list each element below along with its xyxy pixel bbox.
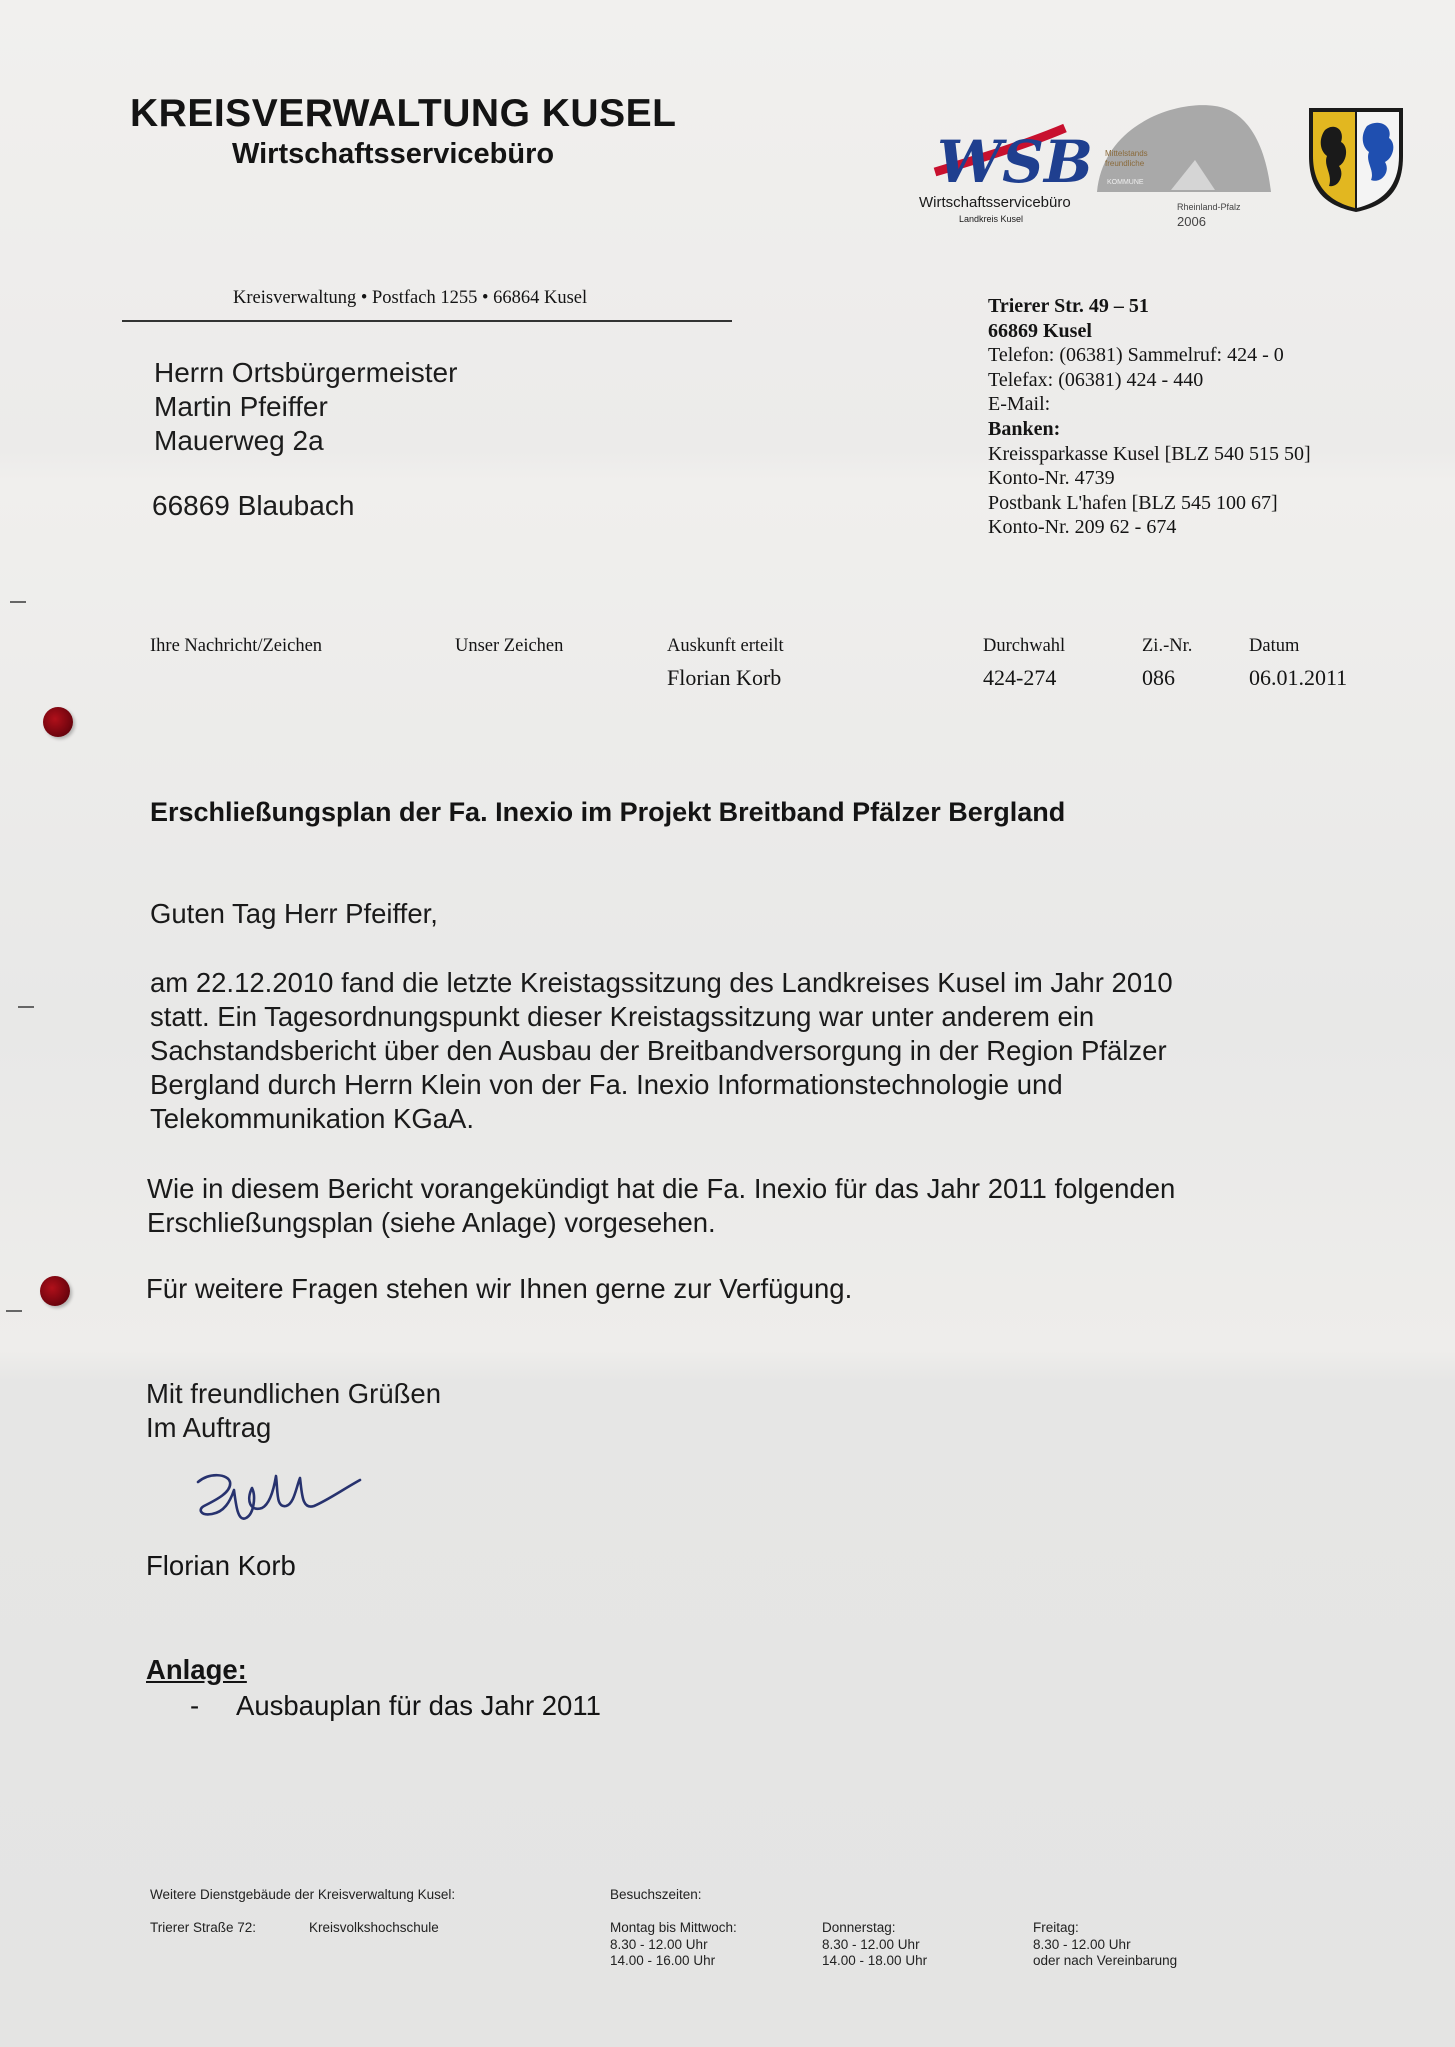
paragraph-2-line-2: Erschließungsplan (siehe Anlage) vorgesehen.	[147, 1207, 716, 1238]
punch-hole-top	[43, 707, 73, 737]
ref-zi-label: Zi.-Nr.	[1142, 636, 1193, 656]
salutation: Guten Tag Herr Pfeiffer,	[150, 898, 438, 929]
footer-mon-wed	[610, 1920, 737, 1970]
header-logos	[915, 100, 1415, 240]
ref-ihre-label: Ihre Nachricht/Zeichen	[150, 636, 323, 656]
contact-street: Trierer Str. 49 – 51	[988, 295, 1149, 317]
award-region: Rheinland-Pfalz	[1177, 202, 1241, 212]
footer-fri-2: oder nach Vereinbarung	[1033, 1953, 1178, 1968]
return-address: Kreisverwaltung • Postfach 1255 • 66864 Kusel	[233, 288, 588, 308]
paragraph-1-line-2: statt. Ein Tagesordnungspunkt dieser Kreistagssitzung war unter anderem ein	[150, 1001, 1095, 1032]
footer-mon-2: 14.00 - 16.00 Uhr	[610, 1953, 716, 1968]
footer-fri-1: 8.30 - 12.00 Uhr	[1033, 1936, 1131, 1952]
attachment-item: Ausbauplan für das Jahr 2011	[236, 1690, 601, 1721]
bank-2: Postbank L'hafen [BLZ 545 100 67]	[988, 491, 1278, 514]
department-subtitle: Wirtschaftsservicebüro	[232, 138, 555, 170]
letter-subject: Erschließungsplan der Fa. Inexio im Projekt Breitband Pfälzer Bergland	[150, 797, 1066, 827]
fold-mark-middle	[18, 1006, 34, 1008]
recipient-city: 66869 Blaubach	[152, 490, 355, 521]
bank-2-account: Konto-Nr. 209 62 - 674	[988, 516, 1177, 539]
award-logo	[1097, 105, 1271, 229]
organization-title: KREISVERWALTUNG KUSEL	[130, 92, 677, 135]
ref-durchwahl-label: Durchwahl	[983, 636, 1066, 656]
ref-auskunft-value: Florian Korb	[667, 665, 782, 690]
wsb-subcaption: Landkreis Kusel	[959, 214, 1024, 224]
footer-mon-label: Montag bis Mittwoch:	[610, 1920, 737, 1935]
closing-im-auftrag: Im Auftrag	[146, 1412, 272, 1443]
attachment-dash: -	[190, 1690, 200, 1721]
footer-fri-label: Freitag:	[1033, 1920, 1079, 1935]
wsb-caption: Wirtschaftsservicebüro	[919, 194, 1071, 211]
closing-greeting: Mit freundlichen Grüßen	[146, 1378, 441, 1409]
bank-1-account: Konto-Nr. 4739	[988, 467, 1115, 490]
ref-zi-value: 086	[1142, 665, 1175, 690]
paragraph-1-line-1: am 22.12.2010 fand die letzte Kreistagssitzung des Landkreises Kusel im Jahr 2010	[150, 967, 1173, 998]
bank-1: Kreissparkasse Kusel [BLZ 540 515 50]	[988, 442, 1311, 465]
ref-datum-label: Datum	[1249, 636, 1300, 656]
attachment-label: Anlage:	[146, 1654, 247, 1685]
paragraph-1-line-3: Sachstandsbericht über den Ausbau der Breitbandversorgung in der Region Pfälzer	[150, 1035, 1167, 1066]
fold-mark-bottom	[6, 1310, 22, 1312]
ref-auskunft-label: Auskunft erteilt	[667, 636, 784, 656]
contact-email: E-Mail:	[988, 393, 1051, 416]
paragraph-2	[147, 1172, 1347, 1240]
ref-durchwahl-value: 424-274	[983, 665, 1057, 690]
address-divider	[122, 320, 732, 322]
award-year: 2006	[1177, 214, 1206, 229]
contact-block	[988, 294, 1311, 540]
paragraph-1-line-4: Bergland durch Herrn Klein von der Fa. Inexio Informationstechnologie und	[150, 1069, 1063, 1100]
recipient-address	[154, 356, 457, 458]
award-text-3: KOMMUNE	[1107, 179, 1144, 186]
footer-thu-label: Donnerstag:	[822, 1920, 896, 1935]
paragraph-1	[150, 966, 1350, 1136]
contact-city: 66869 Kusel	[988, 319, 1092, 342]
ref-unser-label: Unser Zeichen	[455, 636, 564, 656]
recipient-line-2: Martin Pfeiffer	[154, 391, 328, 422]
footer-thursday	[822, 1920, 927, 1970]
recipient-line-3: Mauerweg 2a	[154, 425, 324, 456]
footer-mon-1: 8.30 - 12.00 Uhr	[610, 1936, 708, 1952]
footer-hours-label: Besuchszeiten:	[610, 1887, 702, 1902]
wsb-mark: WSB	[937, 128, 1094, 196]
punch-hole-bottom	[40, 1276, 70, 1306]
award-text-2: freundliche	[1105, 159, 1145, 168]
coat-of-arms-icon	[1309, 108, 1403, 212]
footer-thu-2: 14.00 - 18.00 Uhr	[822, 1953, 928, 1968]
footer-friday	[1033, 1920, 1177, 1970]
contact-telefon: Telefon: (06381) Sammelruf: 424 - 0	[988, 344, 1284, 367]
contact-telefax: Telefax: (06381) 424 - 440	[988, 368, 1204, 391]
paragraph-2-line-1: Wie in diesem Bericht vorangekündigt hat die Fa. Inexio für das Jahr 2011 folgenden	[147, 1173, 1176, 1204]
wsb-logo	[919, 128, 1093, 224]
recipient-line-1: Herrn Ortsbürgermeister	[154, 357, 458, 388]
footer-buildings-label: Weitere Dienstgebäude der Kreisverwaltung Kusel:	[150, 1887, 456, 1902]
handwritten-signature	[190, 1466, 365, 1538]
footer-thu-1: 8.30 - 12.00 Uhr	[822, 1936, 920, 1952]
footer-building: Kreisvolkshochschule	[309, 1920, 439, 1935]
banks-label: Banken:	[988, 417, 1061, 440]
award-text-1: Mittelstands	[1105, 149, 1148, 158]
fold-mark-top	[10, 601, 26, 603]
signer-name: Florian Korb	[146, 1550, 296, 1581]
footer-street: Trierer Straße 72:	[150, 1920, 257, 1935]
ref-datum-value: 06.01.2011	[1249, 665, 1348, 690]
paragraph-1-line-5: Telekommunikation KGaA.	[150, 1103, 475, 1134]
paragraph-3: Für weitere Fragen stehen wir Ihnen gerne zur Verfügung.	[146, 1273, 853, 1304]
closing	[146, 1377, 1346, 1445]
